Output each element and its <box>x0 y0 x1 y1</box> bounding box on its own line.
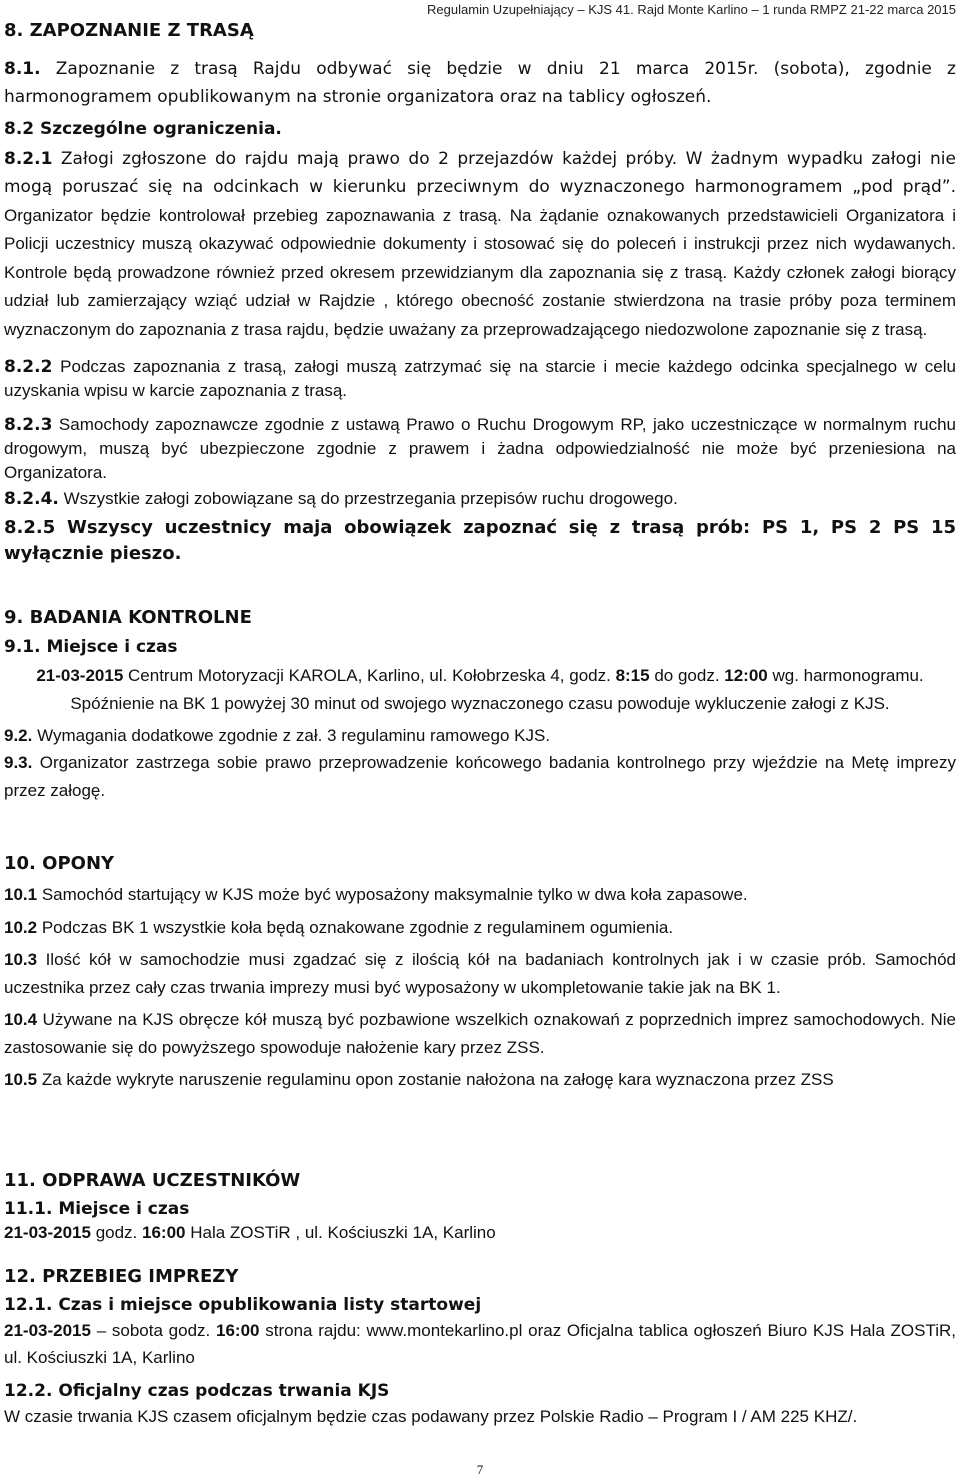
section-title: 9. BADANIA KONTROLNE <box>4 607 252 628</box>
paragraph-12-1-details <box>4 1317 956 1371</box>
subsection-12-1: 12.1. Czas i miejsce opublikowania listy startowej <box>4 1295 482 1315</box>
paragraph-text: Załogi zgłoszone do rajdu mają prawo do 2 przejazdów każdej próby. W żadnym wypadku załogi nie mogą poruszać się na odcinkach w kierunku przeciwnym do wyznaczonego harmonogramem „pod prąd”. <box>4 148 956 197</box>
paragraph-8-2-4 <box>4 485 956 513</box>
date: 21-03-2015 <box>4 1223 91 1242</box>
paragraph-number: 10.5 <box>4 1070 38 1089</box>
paragraph-number: 9.2. <box>4 725 33 745</box>
paragraph-11-1-details <box>4 1221 956 1245</box>
paragraph-10-5 <box>4 1066 956 1094</box>
paragraph-text: strona rajdu: www.montekarlino.pl oraz Oficjalna tablica ogłoszeń Biuro KJS Hala ZOSTiR, ul. Kościuszki 1A, Karlino <box>4 1321 956 1367</box>
section-title: 10. OPONY <box>4 853 115 874</box>
paragraph-text: do godz. <box>649 665 725 685</box>
paragraph-text: Podczas BK 1 wszystkie koła będą oznakowane zgodnie z regulaminem ogumienia. <box>37 917 674 937</box>
section-12 <box>4 1266 956 1431</box>
paragraph-text: Za każde wykryte naruszenie regulaminu opon zostanie nałożona na załogę kara wyznaczona przez ZSS <box>37 1070 834 1089</box>
time: 16:00 <box>142 1223 186 1242</box>
paragraph-9-3 <box>4 749 956 804</box>
paragraph-text: Organizator zastrzega sobie prawo przeprowadzenie końcowego badania kontrolnego przy wjeździe na Metę imprezy przez załogę. <box>4 753 956 800</box>
section-11 <box>4 1170 956 1245</box>
section-8 <box>4 20 956 41</box>
paragraph-8-2-2 <box>4 355 956 403</box>
time: 16:00 <box>216 1321 260 1340</box>
section-title: 8. ZAPOZNANIE Z TRASĄ <box>4 20 254 41</box>
paragraph-text: – sobota godz. <box>90 1321 217 1340</box>
paragraph-10-1 <box>4 881 956 909</box>
paragraph-10-2 <box>4 914 956 942</box>
paragraph-number: 8.2.3 <box>4 415 53 435</box>
paragraph-text: godz. <box>90 1223 143 1242</box>
paragraph-text: Wszystkie załogi zobowiązane są do przestrzegania przepisów ruchu drogowego. <box>58 489 678 508</box>
paragraph-text: Centrum Motoryzacji KAROLA, Karlino, ul. Kołobrzeska 4, godz. <box>123 665 616 685</box>
section-9 <box>4 607 956 804</box>
paragraph-number: 10.1 <box>4 885 38 904</box>
paragraph-number: 10.4 <box>4 1010 38 1029</box>
paragraph-8-2-1 <box>4 146 956 345</box>
paragraph-text-continued: Organizator będzie kontrolował przebieg zapoznawania z trasą. Na żądanie oznakowanych przedstawicieli Organizatora i Policji uczestnicy muszą okazywać odpowiednie dokumenty i stosować się do poleceń i instrukcji przez nich wydawanych. Kontrole będą prowadzone również przed okresem przewidzianym dla zapoznania się z trasą. Każdy członek załogi biorący udział lub zamierzający wziąć udział w Rajdzie , którego obecność zostanie stwierdzona na trasie próby poza terminem wyznaczonym do zapoznania z trasa rajdu, będzie uważany za przeprowadzającego niedozwolone zapoznanie się z trasą. <box>4 205 956 339</box>
paragraph-text: Wymagania dodatkowe zgodnie z zał. 3 regulaminu ramowego KJS. <box>32 725 551 745</box>
page-number: 7 <box>476 1462 484 1477</box>
paragraph-number: 8.2.2 <box>4 357 53 377</box>
paragraph-number: 10.2 <box>4 917 38 937</box>
paragraph-number: 8.1. <box>4 59 41 79</box>
section-title: 12. PRZEBIEG IMPREZY <box>4 1266 239 1287</box>
paragraph-text: wg. harmonogramu. Spóźnienie na BK 1 powyżej 30 minut od swojego wyznaczonego czasu powoduje wykluczenie załogi z KJS. <box>70 665 924 713</box>
paragraph-10-4 <box>4 1006 956 1061</box>
paragraph-text: Zapoznanie z trasą Rajdu odbywać się będzie w dniu 21 marca 2015r. (sobota), zgodnie z harmonogramem opublikowanym na stronie organizatora oraz na tablicy ogłoszeń. <box>4 59 956 107</box>
paragraph-number: 9.3. <box>4 753 33 772</box>
paragraph-8-2-3 <box>4 413 956 485</box>
time-end: 12:00 <box>724 665 768 685</box>
paragraph-8-2-5: 8.2.5 Wszyscy uczestnicy maja obowiązek zapoznać się z trasą prób: PS 1, PS 2 PS 15 wyłącznie pieszo. <box>4 517 956 564</box>
date: 21-03-2015 <box>36 665 124 685</box>
paragraph-text: Hala ZOSTiR , ul. Kościuszki 1A, Karlino <box>185 1223 496 1242</box>
paragraph-10-3 <box>4 946 956 1001</box>
subsection-11-1: 11.1. Miejsce i czas <box>4 1199 190 1219</box>
paragraph-8-1 <box>4 56 956 111</box>
paragraph-text: Ilość kół w samochodzie musi zgadzać się z ilością kół na badaniach kontrolnych jak i w czasie prób. Samochód uczestnika przez cały czas trwania imprezy musi być wyposażony w ukompletowanie takie jak na BK 1. <box>4 950 956 997</box>
paragraph-12-2-details: W czasie trwania KJS czasem oficjalnym będzie czas podawany przez Polskie Radio – Program I / AM 225 KHZ/. <box>4 1407 858 1426</box>
paragraph-text: Samochód startujący w KJS może być wyposażony maksymalnie tylko w dwa koła zapasowe. <box>37 885 748 904</box>
time-start: 8:15 <box>615 665 650 685</box>
paragraph-text: Podczas zapoznania z trasą, załogi muszą zatrzymać się na starcie i mecie każdego odcinka specjalnego w celu uzyskania wpisu w karcie zapoznania z trasą. <box>4 357 956 400</box>
document-header: Regulamin Uzupełniający – KJS 41. Rajd Monte Karlino – 1 runda RMPZ 21-22 marca 2015 <box>427 2 956 17</box>
paragraph-number: 8.2.4. <box>4 489 59 509</box>
paragraph-number: 8.2.1 <box>4 148 53 169</box>
section-8-body <box>4 56 956 567</box>
subsection-12-2: 12.2. Oficjalny czas podczas trwania KJS <box>4 1381 390 1401</box>
paragraph-text: Używane na KJS obręcze kół muszą być pozbawione wszelkich oznakowań z poprzednich imprez samochodowych. Nie zastosowanie się do powyższego spowoduje nałożenie kary przez ZSS. <box>4 1010 956 1057</box>
section-title: 11. ODPRAWA UCZESTNIKÓW <box>4 1170 301 1191</box>
paragraph-8-2: 8.2 Szczególne ograniczenia. <box>4 119 282 139</box>
date: 21-03-2015 <box>4 1321 91 1340</box>
paragraph-9-1-details <box>4 662 956 718</box>
paragraph-number: 10.3 <box>4 950 38 969</box>
section-10 <box>4 853 956 1094</box>
paragraph-9-2 <box>4 722 956 750</box>
paragraph-text: Samochody zapoznawcze zgodnie z ustawą Prawo o Ruchu Drogowym RP, jako uczestniczące w normalnym ruchu drogowym, muszą być ubezpieczone zgodnie z prawem i żadna odpowiedzialność nie może być przeniesiona na Organizatora. <box>4 415 956 482</box>
subsection-9-1: 9.1. Miejsce i czas <box>4 637 178 657</box>
